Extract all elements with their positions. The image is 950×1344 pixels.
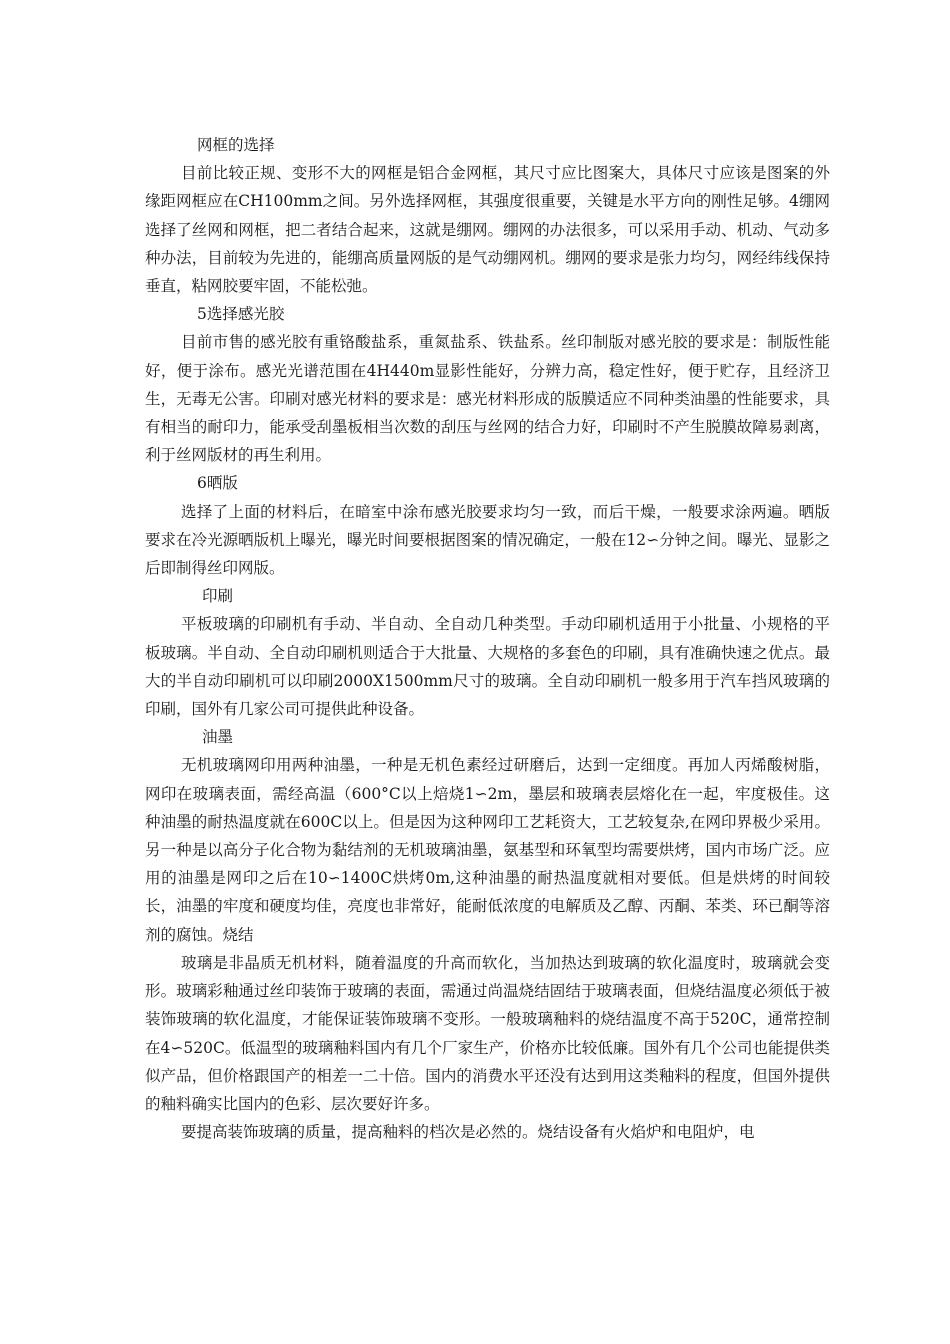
document-body — [145, 131, 830, 1146]
paragraph-photosensitive-emulsion: 目前市售的感光胶有重铬酸盐系，重氮盐系、铁盐系。丝印制版对感光胶的要求是：制版性能好，便于涂布。感光光谱范围在4H440m显影性能好，分辨力高，稳定性好，便于贮存，且经济卫生，无毒无公害。印刷对感光材料的要求是：感光材料形成的版膜适应不同种类油墨的性能要求，具有相当的耐印力，能承受刮墨板相当次数的刮压与丝网的结合力好，印刷时不产生脱膜故障易剥离，利于丝网版材的再生利用。 — [145, 333, 830, 465]
paragraph-sintering-equipment: 要提高装饰玻璃的质量，提高釉料的档次是必然的。烧结设备有火焰炉和电阻炉，电 — [181, 1123, 755, 1142]
paragraph-exposure: 选择了上面的材料后，在暗室中涂布感光胶要求均匀一致，而后干燥，一般要求涂两遍。晒版要求在冷光源晒版机上曝光，曝光时间要根据图案的情况确定，一般在12∽分钟之间。曝光、显影之后即制得丝印网版。 — [145, 502, 830, 578]
heading-printing: 印刷 — [202, 587, 234, 606]
paragraph-frame-selection: 目前比较正规、变形不大的网框是铝合金网框，其尺寸应比图案大，具体尺寸应该是图案的外缘距网框应在CH100mm之间。另外选择网框，其强度很重要，关键是水平方向的刚性足够。4绷网选择了丝网和网框，把二者结合起来，这就是绷网。绷网的办法很多，可以采用手动、机动、气动多种办法，目前较为先进的，能绷高质量网版的是气动绷网机。绷网的要求是张力均匀，网经纬线保持垂直，粘网胶要牢固，不能松弛。 — [145, 164, 830, 296]
paragraph-printing: 平板玻璃的印刷机有手动、半自动、全自动几种类型。手动印刷机适用于小批量、小规格的平板玻璃。半自动、全自动印刷机则适合于大批量、大规格的多套色的印刷，具有准确快速之优点。最大的半自动印刷机可以印刷2000X1500mm尺寸的玻璃。全自动印刷机一般多用于汽车挡风玻璃的印刷，国外有几家公司可提供此种设备。 — [145, 615, 830, 719]
heading-exposure: 6晒版 — [197, 474, 238, 493]
heading-photosensitive-emulsion: 5选择感光胶 — [197, 305, 285, 324]
heading-frame-selection: 网框的选择 — [197, 136, 275, 154]
paragraph-sintering: 玻璃是非晶质无机材料，随着温度的升高而软化，当加热达到玻璃的软化温度时，玻璃就会变形。玻璃彩釉通过丝印装饰于玻璃的表面，需通过尚温烧结固结于玻璃表面，但烧结温度必须低于被装饰玻璃的软化温度，才能保证装饰玻璃不变形。一般玻璃釉料的烧结温度不高于520C，通常控制在4∽520C。低温型的玻璃釉料国内有几个厂家生产，价格亦比较低廉。国外有几个公司也能提供类似产品，但价格跟国产的相差一二十倍。国内的消费水平还没有达到用这类釉料的程度，但国外提供的釉料确实比国内的色彩、层次要好许多。 — [145, 953, 830, 1113]
heading-ink: 油墨 — [202, 728, 234, 747]
paragraph-ink: 无机玻璃网印用两种油墨，一种是无机色素经过研磨后，达到一定细度。再加人丙烯酸树脂，网印在玻璃表面，需经高温（600°C以上焙烧1∽2m，墨层和玻璃表层熔化在一起，牢度极佳。这种油墨的耐热温度就在600C以上。但是因为这种网印工艺耗资大，工艺较复杂,在网印界极少采用。另一种是以高分子化合物为黏结剂的无机玻璃油墨，氨基型和环氧型均需要烘烤，国内市场广泛。应用的油墨是网印之后在10∽1400C烘烤0m,这种油墨的耐热温度就相对要低。但是烘烤的时间较长，油墨的牢度和硬度均佳，亮度也非常好，能耐低浓度的电解质及乙醇、丙酮、苯类、环已酮等溶剂的腐蚀。烧结 — [145, 756, 830, 944]
